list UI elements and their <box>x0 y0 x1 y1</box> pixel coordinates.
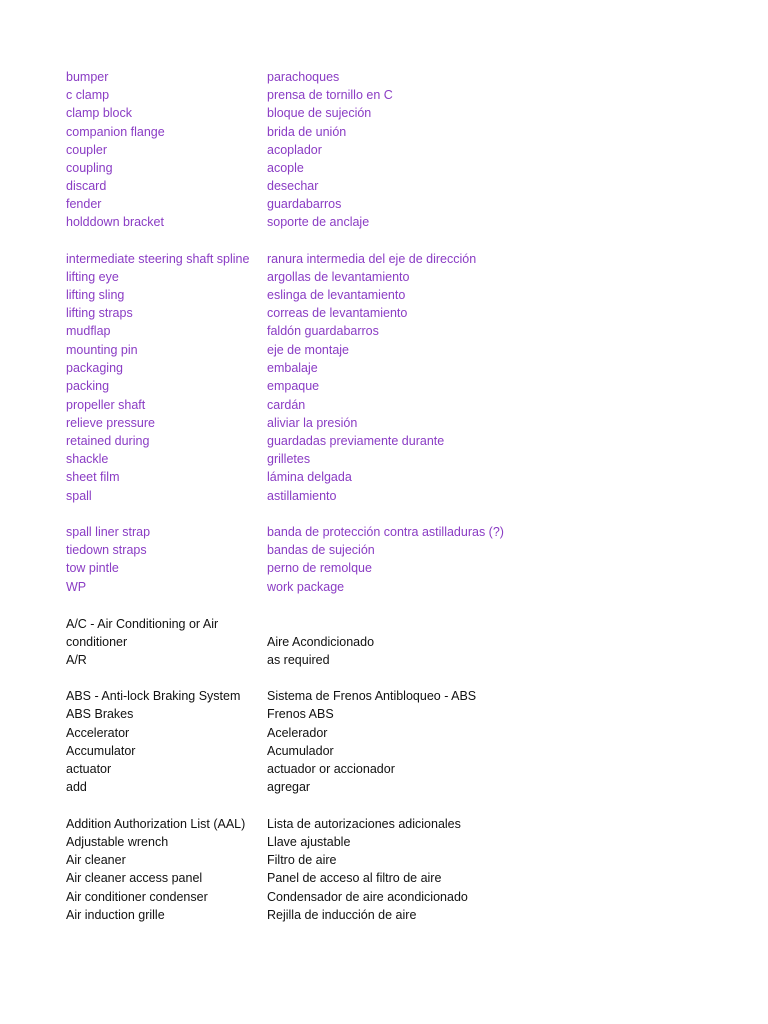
glossary-term: fender <box>66 197 102 211</box>
glossary-term: Addition Authorization List (AAL) <box>66 817 246 831</box>
glossary-translation: acople <box>267 161 304 175</box>
glossary-translation: brida de unión <box>267 125 347 139</box>
glossary-term: tow pintle <box>66 561 119 575</box>
glossary-term: mounting pin <box>66 343 138 357</box>
glossary-term: ABS - Anti-lock Braking System <box>66 689 241 703</box>
glossary-term: coupler <box>66 143 107 157</box>
glossary-row <box>66 213 726 231</box>
glossary-term: sheet film <box>66 470 120 484</box>
glossary-translation: acoplador <box>267 143 322 157</box>
glossary-term: A/C - Air Conditioning or Air <box>66 617 219 631</box>
glossary-translation: correas de levantamiento <box>267 306 408 320</box>
glossary-translation: eslinga de levantamiento <box>267 288 406 302</box>
glossary-translation: astillamiento <box>267 489 337 503</box>
glossary-row <box>66 195 726 213</box>
glossary-term: conditioner <box>66 635 128 649</box>
glossary-row <box>66 869 726 887</box>
glossary-term: shackle <box>66 452 109 466</box>
glossary-row <box>66 687 726 705</box>
glossary-translation: ranura intermedia del eje de dirección <box>267 252 477 266</box>
glossary-row <box>66 615 726 633</box>
glossary-term: actuator <box>66 762 112 776</box>
glossary-row <box>66 559 726 577</box>
glossary-translation: grilletes <box>267 452 311 466</box>
glossary-translation: work package <box>267 580 345 594</box>
glossary-row <box>66 888 726 906</box>
glossary-translation: Lista de autorizaciones adicionales <box>267 817 461 831</box>
glossary-translation: soporte de anclaje <box>267 215 370 229</box>
glossary-row <box>66 724 726 742</box>
glossary-term: clamp block <box>66 106 132 120</box>
glossary-term: holddown bracket <box>66 215 164 229</box>
glossary-translation: Acumulador <box>267 744 334 758</box>
glossary-row <box>66 341 726 359</box>
glossary-translation: guardabarros <box>267 197 342 211</box>
glossary-term: Adjustable wrench <box>66 835 169 849</box>
glossary-row <box>66 523 726 541</box>
glossary-row <box>66 86 726 104</box>
glossary-term: ABS Brakes <box>66 707 134 721</box>
glossary-translation: empaque <box>267 379 320 393</box>
glossary-translation: prensa de tornillo en C <box>267 88 393 102</box>
glossary-translation: Condensador de aire acondicionado <box>267 890 468 904</box>
glossary-translation: banda de protección contra astilladuras (?) <box>267 525 504 539</box>
glossary-translation: guardadas previamente durante <box>267 434 445 448</box>
glossary-translation: eje de montaje <box>267 343 350 357</box>
glossary-term: intermediate steering shaft spline <box>66 252 250 266</box>
glossary-row <box>66 778 726 796</box>
glossary-row <box>66 651 726 669</box>
glossary-term: companion flange <box>66 125 165 139</box>
glossary-row <box>66 177 726 195</box>
glossary-row <box>66 396 726 414</box>
glossary-term: Air conditioner condenser <box>66 890 208 904</box>
glossary-translation: cardán <box>267 398 306 412</box>
glossary-row <box>66 414 726 432</box>
glossary-translation: desechar <box>267 179 319 193</box>
glossary-row <box>66 468 726 486</box>
glossary-row <box>66 578 726 596</box>
glossary-term: packaging <box>66 361 123 375</box>
glossary-term: mudflap <box>66 324 111 338</box>
glossary-translation: Frenos ABS <box>267 707 334 721</box>
glossary-translation: Rejilla de inducción de aire <box>267 908 417 922</box>
glossary-term: lifting eye <box>66 270 119 284</box>
glossary-term: relieve pressure <box>66 416 155 430</box>
glossary-row <box>66 487 726 505</box>
glossary-row <box>66 322 726 340</box>
glossary-term: spall <box>66 489 92 503</box>
glossary-row <box>66 104 726 122</box>
glossary-row <box>66 250 726 268</box>
glossary-term: lifting sling <box>66 288 125 302</box>
glossary-translation: perno de remolque <box>267 561 372 575</box>
glossary-row <box>66 742 726 760</box>
glossary-row <box>66 705 726 723</box>
glossary-translation: Panel de acceso al filtro de aire <box>267 871 442 885</box>
glossary-term: Air cleaner access panel <box>66 871 203 885</box>
glossary-row <box>66 123 726 141</box>
glossary-term: Accumulator <box>66 744 136 758</box>
glossary-translation: Filtro de aire <box>267 853 337 867</box>
glossary-row <box>66 304 726 322</box>
glossary-translation: Acelerador <box>267 726 328 740</box>
glossary-term: A/R <box>66 653 87 667</box>
glossary-translation: argollas de levantamiento <box>267 270 410 284</box>
glossary-term: bumper <box>66 70 109 84</box>
glossary-term: Air cleaner <box>66 853 126 867</box>
glossary-term: tiedown straps <box>66 543 147 557</box>
glossary-row <box>66 159 726 177</box>
glossary-translation: as required <box>267 653 330 667</box>
glossary-row <box>66 851 726 869</box>
glossary-term: add <box>66 780 87 794</box>
glossary-row <box>66 359 726 377</box>
glossary-translation: lámina delgada <box>267 470 352 484</box>
glossary-translation: parachoques <box>267 70 340 84</box>
glossary-row <box>66 432 726 450</box>
glossary-term: coupling <box>66 161 113 175</box>
glossary-translation: agregar <box>267 780 311 794</box>
glossary-row <box>66 141 726 159</box>
glossary-term: retained during <box>66 434 150 448</box>
glossary-term: c clamp <box>66 88 110 102</box>
glossary-translation: aliviar la presión <box>267 416 358 430</box>
glossary-row <box>66 286 726 304</box>
glossary-term: discard <box>66 179 107 193</box>
glossary-row <box>66 633 726 651</box>
glossary-row <box>66 906 726 924</box>
glossary-row <box>66 815 726 833</box>
glossary-row <box>66 541 726 559</box>
glossary-translation: Llave ajustable <box>267 835 351 849</box>
glossary-term: WP <box>66 580 87 594</box>
glossary-translation: bandas de sujeción <box>267 543 375 557</box>
glossary-translation: Aire Acondicionado <box>267 635 375 649</box>
glossary-row <box>66 450 726 468</box>
glossary-row <box>66 833 726 851</box>
glossary-term: Accelerator <box>66 726 130 740</box>
glossary-translation: faldón guardabarros <box>267 324 379 338</box>
glossary-row <box>66 68 726 86</box>
glossary-term: lifting straps <box>66 306 133 320</box>
glossary-translation: Sistema de Frenos Antibloqueo - ABS <box>267 689 477 703</box>
glossary-translation: actuador or accionador <box>267 762 395 776</box>
glossary-row <box>66 760 726 778</box>
glossary-term: packing <box>66 379 110 393</box>
glossary-translation: bloque de sujeción <box>267 106 372 120</box>
glossary-row <box>66 377 726 395</box>
glossary-term: Air induction grille <box>66 908 165 922</box>
glossary-translation: embalaje <box>267 361 318 375</box>
glossary-term: propeller shaft <box>66 398 146 412</box>
glossary-row <box>66 268 726 286</box>
glossary-term: spall liner strap <box>66 525 151 539</box>
